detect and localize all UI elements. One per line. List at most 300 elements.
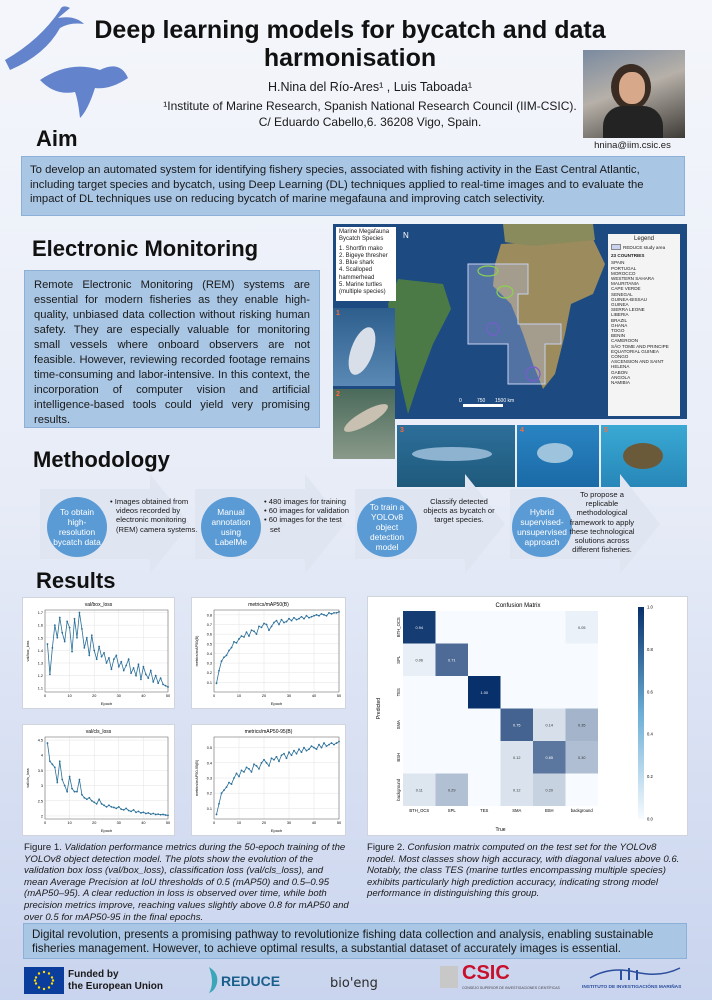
data-point	[51, 763, 53, 765]
data-point	[157, 813, 159, 815]
data-point	[113, 807, 115, 809]
data-point	[326, 615, 328, 617]
results-heading: Results	[36, 568, 116, 593]
matrix-value: 0.75	[513, 723, 521, 728]
data-point	[293, 750, 295, 752]
data-point	[303, 747, 305, 749]
chart-background	[192, 725, 345, 835]
y-axis-label: val/cls_loss	[26, 768, 30, 788]
data-point	[118, 806, 120, 808]
matrix-cell	[403, 709, 436, 742]
matrix-value: 0.71	[448, 658, 456, 663]
data-point	[293, 617, 295, 619]
data-point	[258, 626, 260, 628]
x-axis-label: True	[495, 827, 506, 833]
species-item: 3. Blue shark	[339, 260, 375, 267]
data-point	[336, 612, 338, 614]
country-item: MAURITANIA	[611, 281, 639, 287]
data-point	[150, 813, 152, 815]
country-item: LIBERIA	[611, 312, 629, 318]
data-point	[283, 753, 285, 755]
data-point	[248, 635, 250, 637]
data-point	[218, 803, 220, 805]
data-point	[66, 791, 68, 793]
data-point	[106, 806, 108, 808]
y-tick-label: 4	[40, 753, 43, 758]
method-step-line: To propose a replicable methodological framework to apply these technological solutions across different fisheries.	[569, 490, 635, 555]
data-point	[71, 788, 73, 790]
x-category-label: background	[570, 808, 593, 813]
data-point	[66, 620, 68, 622]
aim-heading: Aim	[36, 126, 78, 151]
country-item: GUINEA-BISSAU	[611, 296, 647, 302]
data-point	[271, 626, 273, 628]
data-point	[288, 751, 290, 753]
y-axis-label: metrics/mAP50-95(B)	[195, 759, 199, 797]
method-step-circle: To obtain high-resolution bycatch data	[47, 497, 107, 557]
matrix-value: 0.20	[545, 788, 553, 793]
y-tick-label: 2	[40, 814, 43, 819]
data-point	[160, 814, 162, 816]
y-tick-label: 0.5	[206, 642, 212, 647]
method-step-line: • 60 images for the test set	[264, 515, 342, 534]
data-point	[286, 757, 288, 759]
x-tick-label: 30	[286, 821, 292, 825]
manta-silhouette	[40, 66, 128, 118]
y-category-label: BTH_OCS	[396, 617, 401, 638]
data-point	[74, 791, 76, 793]
matrix-cell	[468, 709, 501, 742]
x-tick-label: 20	[261, 694, 267, 698]
data-point	[143, 811, 145, 813]
data-point	[246, 631, 248, 633]
csic-logo-subtext: CONSEJO SUPERIOR DE INVESTIGACIONES CIENTÍFICAS	[462, 986, 560, 990]
data-point	[301, 751, 303, 753]
data-point	[256, 633, 258, 635]
data-point	[328, 744, 330, 746]
species-legend-title: Marine Megafauna Bycatch Species	[339, 229, 390, 243]
x-tick-label: 50	[336, 694, 342, 698]
data-point	[263, 623, 265, 625]
data-point	[130, 672, 132, 674]
species-list	[339, 246, 393, 297]
map50-chart	[191, 597, 346, 709]
data-point	[263, 759, 265, 761]
data-point	[135, 811, 137, 813]
poster-title: Deep learning models for bycatch and data harmonisation	[94, 16, 606, 72]
matrix-cell	[436, 709, 469, 742]
eu-line-1: Funded by	[68, 969, 119, 980]
y-tick-label: 1.6	[37, 623, 43, 628]
data-point	[152, 813, 154, 815]
data-point	[328, 612, 330, 614]
matrix-value: 0.65	[545, 755, 553, 760]
x-category-label: TES	[480, 808, 489, 813]
photo-number-3: 3	[400, 427, 404, 434]
country-item: SÃO TOME AND PRINCIPE	[611, 343, 669, 349]
data-point	[162, 814, 164, 816]
y-category-label: BSH	[396, 752, 401, 762]
chart-background	[23, 598, 174, 708]
data-point	[226, 786, 228, 788]
data-point	[167, 686, 169, 688]
x-tick-label: 40	[141, 821, 146, 825]
matrix-cell	[501, 644, 534, 677]
data-point	[135, 675, 137, 677]
data-point	[243, 771, 245, 773]
chart-title: val/box_loss	[84, 602, 113, 608]
data-point	[115, 655, 117, 657]
matrix-cell	[501, 611, 534, 644]
y-axis-label: metrics/mAP50(B)	[195, 635, 199, 667]
chart-title: val/cls_loss	[85, 729, 112, 735]
colorbar-tick-label: 1.0	[647, 604, 653, 610]
method-step-description	[262, 497, 352, 534]
data-point	[111, 668, 113, 670]
data-point	[143, 666, 145, 668]
country-item: ASCENSION AND SAINT HELENA	[611, 359, 664, 370]
data-point	[56, 637, 58, 639]
data-point	[233, 641, 235, 643]
conclusion-text: Digital revolution, presents a promising pathway to revolutionize fishing data collection and analysis, enabling sustainable fisheries management. However, to achieve optimal results, a substantial dataset of accurately images is essential.	[23, 923, 687, 959]
eu-funding-text	[68, 969, 188, 993]
data-point	[152, 681, 154, 683]
csic-logo-text: CSIC	[462, 962, 510, 984]
data-point	[86, 798, 88, 800]
data-point	[47, 742, 49, 744]
data-point	[228, 650, 230, 652]
matrix-cell	[533, 676, 566, 709]
data-point	[86, 637, 88, 639]
data-point	[321, 747, 323, 749]
country-item: WESTERN SAHARA	[611, 276, 655, 282]
data-point	[236, 642, 238, 644]
y-tick-label: 0.6	[206, 632, 212, 637]
data-point	[278, 760, 280, 762]
x-category-label: BTH_OCS	[409, 808, 430, 813]
matrix-cell	[501, 676, 534, 709]
country-item: SIERRA LEONE	[611, 307, 645, 313]
data-point	[140, 678, 142, 680]
matrix-cell	[566, 644, 599, 677]
data-point	[111, 806, 113, 808]
data-point	[91, 634, 93, 636]
author-photo	[583, 50, 685, 138]
data-point	[54, 766, 56, 768]
matrix-value: 0.30	[578, 755, 586, 760]
data-point	[103, 652, 105, 654]
data-point	[236, 773, 238, 775]
country-item: GUINEA	[611, 302, 629, 308]
data-point	[216, 682, 218, 684]
eu-line-2: the European Union	[68, 981, 163, 992]
method-step-circle: Manual annotation using LabelMe	[201, 497, 261, 557]
data-point	[157, 682, 159, 684]
data-point	[223, 656, 225, 658]
data-point	[162, 684, 164, 686]
data-point	[316, 748, 318, 750]
bioeng-logo: bio'eng	[330, 976, 378, 991]
data-point	[266, 624, 268, 626]
data-point	[321, 613, 323, 615]
data-point	[268, 629, 270, 631]
data-point	[296, 753, 298, 755]
data-point	[69, 627, 71, 629]
x-tick-label: 50	[165, 694, 171, 698]
data-point	[128, 810, 130, 812]
data-point	[233, 777, 235, 779]
matrix-value: 0.14	[545, 723, 553, 728]
data-point	[268, 765, 270, 767]
data-point	[331, 613, 333, 615]
data-point	[51, 647, 53, 649]
data-point	[120, 661, 122, 663]
y-category-label: background	[396, 778, 401, 801]
matrix-value: 0.12	[513, 788, 521, 793]
data-point	[258, 768, 260, 770]
data-point	[256, 765, 258, 767]
contact-email[interactable]: hnina@iim.csic.es	[594, 140, 671, 151]
data-point	[298, 618, 300, 620]
data-point	[98, 798, 100, 800]
data-point	[155, 814, 157, 816]
country-item: GHANA	[611, 322, 628, 328]
y-tick-label: 1.5	[37, 636, 43, 641]
scale-label-1500: 1500 km	[495, 398, 515, 404]
data-point	[271, 757, 273, 759]
data-point	[123, 670, 125, 672]
colorbar-tick-label: 0.4	[647, 731, 653, 737]
figure-2-text: Confusion matrix computed on the test set for the YOLOv8 model. Most classes show high accuracy, with diagonal values above 0.6. Notably, the class TES (marine turtles encompassing multiple species) exhibits particularly high prediction accuracy, indicating strong model performance in distinguishing this group.	[367, 842, 680, 900]
data-point	[91, 800, 93, 802]
species-item: 4. Scalloped hammerhead	[339, 267, 375, 281]
matrix-cell	[436, 676, 469, 709]
x-tick-label: 30	[116, 694, 121, 698]
eu-logo	[24, 967, 64, 994]
data-point	[241, 770, 243, 772]
matrix-value: 0.12	[513, 755, 521, 760]
data-point	[276, 620, 278, 622]
y-tick-label: 0.7	[206, 622, 212, 627]
data-point	[333, 744, 335, 746]
data-point	[147, 677, 149, 679]
data-point	[221, 660, 223, 662]
data-point	[273, 759, 275, 761]
country-item: BRAZIL	[611, 317, 628, 323]
data-point	[313, 615, 315, 617]
data-point	[216, 814, 218, 816]
country-item: MOROCCO	[611, 270, 636, 276]
data-point	[238, 638, 240, 640]
data-point	[273, 622, 275, 624]
data-point	[221, 792, 223, 794]
country-item: CONGO	[611, 354, 629, 360]
iim-logo	[580, 964, 690, 994]
data-point	[291, 620, 293, 622]
matrix-value: 0.35	[578, 723, 586, 728]
y-category-label: SMA	[396, 720, 401, 730]
data-point	[138, 663, 140, 665]
data-point	[243, 636, 245, 638]
y-tick-label: 0.2	[206, 791, 212, 796]
data-point	[266, 762, 268, 764]
data-point	[98, 646, 100, 648]
colorbar-tick-label: 0.2	[647, 774, 653, 780]
matrix-cell	[468, 611, 501, 644]
country-item: SENEGAL	[611, 291, 633, 297]
data-point	[130, 811, 132, 813]
data-point	[326, 745, 328, 747]
data-point	[71, 651, 73, 653]
data-point	[61, 632, 63, 634]
method-step-description	[108, 497, 198, 534]
data-point	[160, 677, 162, 679]
data-point	[338, 611, 340, 613]
data-point	[79, 612, 81, 614]
data-point	[261, 762, 263, 764]
data-point	[64, 785, 66, 787]
data-point	[145, 673, 147, 675]
scale-label-750: 750	[477, 398, 486, 404]
data-point	[96, 658, 98, 660]
x-axis-label: Epoch	[270, 701, 283, 706]
scale-label-0: 0	[459, 398, 462, 404]
species-item: 5. Marine turtles (multiple species)	[339, 282, 386, 296]
x-axis-label: Epoch	[270, 828, 283, 833]
confusion-matrix-chart	[367, 596, 688, 836]
matrix-cell	[566, 774, 599, 807]
y-category-label: SPL	[396, 655, 401, 664]
y-tick-label: 0.4	[206, 651, 212, 656]
data-point	[54, 624, 56, 626]
x-tick-label: 40	[311, 821, 317, 825]
data-point	[69, 776, 71, 778]
iim-logo-text: INSTITUTO DE INVESTIGACIÓNS MARIÑAS	[582, 985, 682, 990]
data-point	[56, 782, 58, 784]
species-item: 1. Shortfin mako	[339, 245, 383, 252]
data-point	[306, 750, 308, 752]
data-point	[167, 814, 169, 816]
matrix-value: 0.05	[578, 625, 586, 630]
x-tick-label: 0	[212, 821, 216, 825]
country-item: GABON	[611, 369, 628, 375]
map-legend-title: Legend	[633, 236, 655, 242]
data-point	[74, 618, 76, 620]
method-step-line: • 480 images for training	[264, 497, 347, 506]
data-point	[88, 797, 90, 799]
colorbar	[638, 607, 644, 819]
y-tick-label: 4.5	[37, 738, 43, 743]
data-point	[125, 807, 127, 809]
country-item: CAMEROON	[611, 338, 639, 344]
affiliation-line-1: ¹Institute of Marine Research, Spanish National Research Council (IIM-CSIC).	[163, 99, 577, 113]
y-tick-label: 1.4	[37, 648, 43, 653]
data-point	[336, 742, 338, 744]
matrix-cell	[566, 676, 599, 709]
affiliation	[140, 98, 600, 130]
method-step-circle: Hybrid supervised-unsupervised approach	[512, 497, 572, 557]
data-point	[133, 809, 135, 811]
bigeye-thresher-photo	[333, 389, 395, 459]
country-item: TOGO	[611, 328, 625, 334]
data-point	[311, 616, 313, 618]
csic-logo	[440, 962, 560, 996]
data-point	[223, 789, 225, 791]
data-point	[218, 670, 220, 672]
country-item: SPAIN	[611, 260, 625, 266]
y-tick-label: 0.3	[206, 776, 212, 781]
val-box-loss-chart	[22, 597, 175, 709]
data-point	[138, 811, 140, 813]
data-point	[49, 760, 51, 762]
photo-number-1: 1	[336, 310, 340, 317]
matrix-cell	[403, 741, 436, 774]
data-point	[323, 614, 325, 616]
x-tick-label: 10	[67, 821, 72, 825]
x-category-label: SMA	[512, 808, 522, 813]
data-point	[238, 776, 240, 778]
y-category-label: TES	[396, 688, 401, 697]
north-arrow: N	[403, 231, 409, 240]
figure-1-text: Validation performance metrics during the 50-epoch training of the YOLOv8 object detection model. The plots show the evolution of the validation box loss (val/box_loss), classification loss (val/cls_loss), and mean Average Precision at IoU thresholds of 0.5 (mAP50) and 0.5–0.95 (mAP50–95). A clear reduction in loss is observed over time, while both precision metrics improve, reaching values slightly above 0.8 for mAP50 and over 0.5 for mAP50-95 in the final epochs.	[24, 842, 349, 923]
matrix-cell	[533, 644, 566, 677]
affiliation-line-2: C/ Eduardo Cabello,6. 36208 Vigo, Spain.	[258, 115, 482, 129]
data-point	[288, 618, 290, 620]
x-tick-label: 20	[261, 821, 267, 825]
methodology-heading: Methodology	[33, 447, 170, 472]
data-point	[115, 807, 117, 809]
y-tick-label: 1.1	[37, 686, 43, 691]
y-tick-label: 3.5	[37, 768, 43, 773]
data-point	[231, 783, 233, 785]
matrix-cell	[403, 676, 436, 709]
data-point	[253, 763, 255, 765]
matrix-cell	[436, 611, 469, 644]
chart-background	[23, 725, 174, 835]
matrix-value: 1.00	[480, 690, 488, 695]
val-cls-loss-chart	[22, 724, 175, 836]
data-point	[88, 655, 90, 657]
data-point	[147, 812, 149, 814]
data-point	[125, 665, 127, 667]
authors: H.Nina del Río-Ares¹ , Luis Taboada¹	[267, 80, 473, 94]
method-step-line: • Images obtained from videos recorded by electronic monitoring (REM) camera systems.	[110, 497, 198, 534]
country-list	[611, 260, 677, 385]
y-tick-label: 3	[40, 784, 43, 789]
electronic-monitoring-text: Remote Electronic Monitoring (REM) systems are essential for modern fisheries as they enable high-quality, unbiased data collection without risking human safety. They are especially valuable for monitoring small vessels where onboard observers are not feasible. However, reviewing recorded footage remains time-consuming and labor-intensive. In this context, the incorporation of computer vision and artificial intelligence-based tools could yield very promising results.	[24, 270, 320, 428]
data-point	[103, 804, 105, 806]
data-point	[318, 615, 320, 617]
data-point	[120, 808, 122, 810]
data-point	[93, 649, 95, 651]
x-tick-label: 40	[141, 694, 146, 698]
data-point	[318, 744, 320, 746]
data-point	[140, 812, 142, 814]
country-item: NAMIBIA	[611, 380, 630, 386]
data-point	[276, 756, 278, 758]
data-point	[281, 754, 283, 756]
countries-title: 23 COUNTRIES	[611, 253, 645, 259]
y-tick-label: 0.8	[206, 613, 212, 618]
data-point	[81, 628, 83, 630]
matrix-cell	[468, 741, 501, 774]
x-tick-label: 40	[311, 694, 317, 698]
data-point	[93, 801, 95, 803]
data-point	[113, 658, 115, 660]
data-point	[108, 804, 110, 806]
reduce-logo	[205, 965, 280, 995]
data-point	[165, 685, 167, 687]
